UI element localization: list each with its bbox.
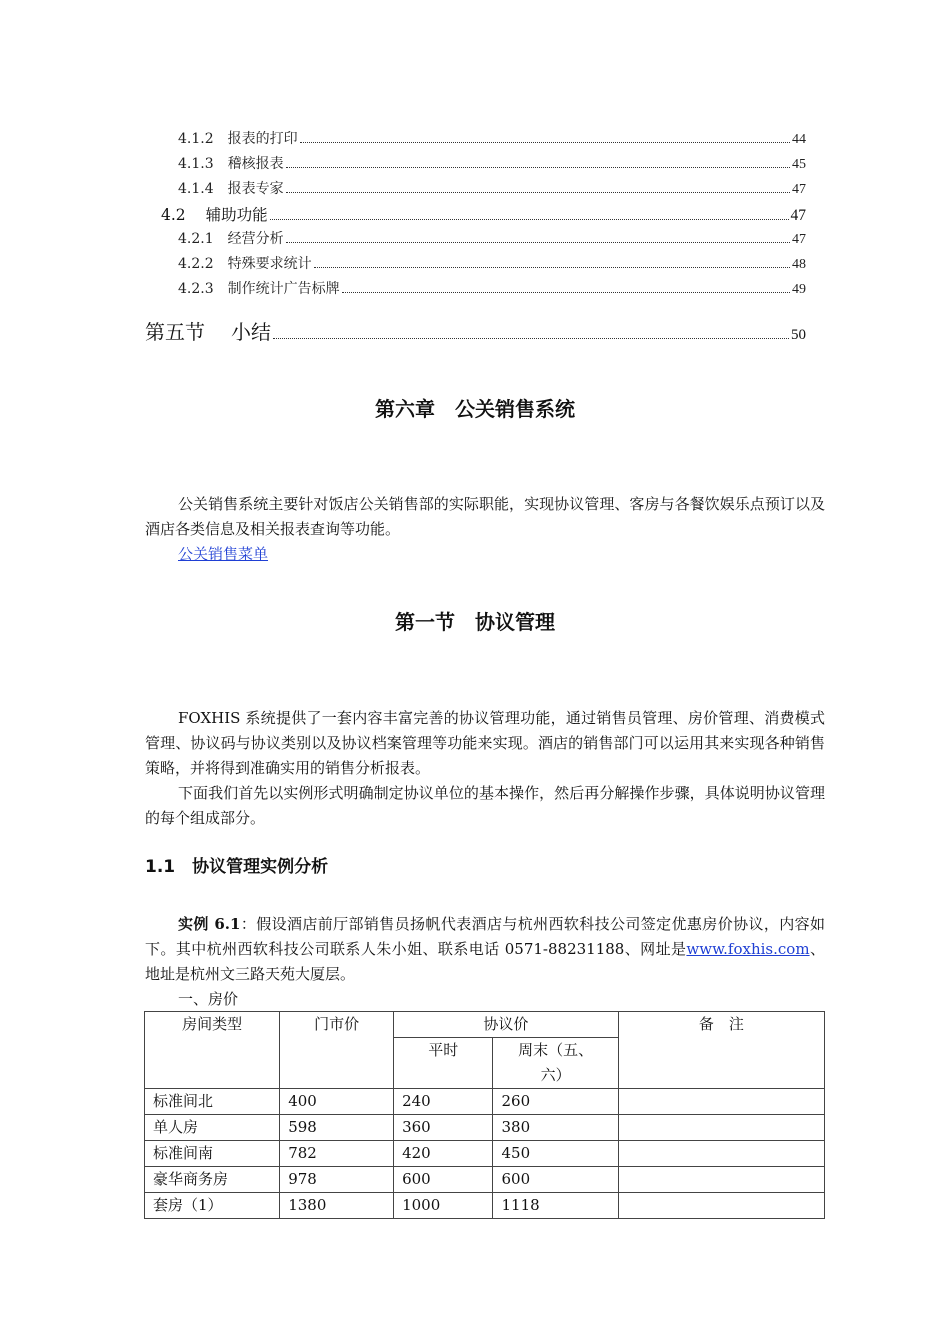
toc-title: 制作统计广告标牌 (227, 281, 340, 297)
toc-leader (270, 218, 789, 220)
section-paragraph-1: FOXHIS 系统提供了一套内容丰富完善的协议管理功能，通过销售员管理、房价管理、消费模式管理、协议码与协议类别以及协议档案管理等功能来实现。酒店的销售部门可以运用其来实现各种销售策略，并将得到准确实用的销售分析报表。 (145, 709, 825, 777)
cell-remarks (618, 1115, 824, 1141)
room-rate-table (144, 1011, 825, 1219)
toc-page: 50 (791, 327, 806, 343)
toc-page: 47 (790, 207, 806, 224)
cell-room-type: 标准间南 (145, 1141, 280, 1167)
toc-page: 47 (792, 232, 806, 247)
cell-remarks (618, 1089, 824, 1115)
toc-number: 4.1.4 (178, 181, 214, 197)
toc-entry[interactable] (0, 203, 806, 225)
toc-title: 稽核报表 (227, 156, 284, 172)
header-weekday: 平时 (394, 1038, 493, 1089)
table-row (145, 1193, 825, 1219)
cell-room-type: 豪华商务房 (145, 1167, 280, 1193)
sales-menu-link[interactable]: 公关销售菜单 (178, 545, 269, 563)
toc-entry[interactable] (0, 253, 806, 273)
toc-page: 47 (792, 182, 806, 197)
section-paragraph-2: 下面我们首先以实例形式明确制定协议单位的基本操作，然后再分解操作步骤，具体说明协议管理的每个组成部分。 (145, 784, 825, 827)
cell-weekend: 380 (493, 1115, 618, 1141)
toc-entry[interactable] (0, 278, 806, 298)
menu-link-line (145, 542, 825, 567)
table-row (145, 1141, 825, 1167)
cell-rack: 598 (280, 1115, 394, 1141)
toc-leader (286, 241, 790, 243)
toc-entry[interactable] (0, 228, 806, 248)
toc-entry[interactable] (0, 316, 806, 345)
cell-remarks (618, 1141, 824, 1167)
toc-leader (300, 141, 790, 143)
header-weekend: 周末（五、六） (493, 1038, 618, 1089)
table-row (145, 1089, 825, 1115)
header-agreed-rate: 协议价 (394, 1012, 619, 1038)
toc-number: 4.1.3 (178, 156, 214, 172)
toc-title: 小结 (231, 320, 271, 344)
cell-weekday: 1000 (394, 1193, 493, 1219)
cell-rack: 400 (280, 1089, 394, 1115)
header-remarks: 备 注 (618, 1012, 824, 1089)
toc-number: 4.2.3 (178, 281, 214, 297)
cell-rack: 1380 (280, 1193, 394, 1219)
cell-weekend: 260 (493, 1089, 618, 1115)
toc-title: 特殊要求统计 (227, 256, 312, 272)
cell-weekend: 1118 (493, 1193, 618, 1219)
toc-entry[interactable] (0, 128, 806, 148)
toc-number: 4.1.2 (178, 131, 214, 147)
cell-weekday: 600 (394, 1167, 493, 1193)
example-paragraph (145, 912, 825, 987)
table-row (145, 1167, 825, 1193)
toc-page: 45 (792, 157, 806, 172)
toc-leader (342, 291, 790, 293)
toc-number: 4.2.2 (178, 256, 214, 272)
toc-entry[interactable] (0, 178, 806, 198)
toc-page: 49 (792, 282, 806, 297)
toc-number: 第五节 (145, 320, 205, 344)
cell-room-type: 标准间北 (145, 1089, 280, 1115)
cell-weekday: 360 (394, 1115, 493, 1141)
header-room-type: 房间类型 (145, 1012, 280, 1089)
example-text: ：假设酒店前厅部销售员扬帆代表酒店与杭州西软科技公司签定优惠房价协议，内容如下。其中杭州西软科技公司联系人朱小姐、联系电话 0571-88231188、网址是 (145, 915, 825, 958)
toc-leader (286, 191, 790, 193)
example-text-end: 、地址是杭州文三路天苑大厦层。 (145, 940, 825, 983)
cell-room-type: 套房（1） (145, 1193, 280, 1219)
cell-rack: 782 (280, 1141, 394, 1167)
table-row (145, 1115, 825, 1141)
cell-weekend: 450 (493, 1141, 618, 1167)
cell-remarks (618, 1167, 824, 1193)
website-link[interactable]: www.foxhis.com (686, 940, 810, 958)
chapter-title: 第六章 公关销售系统 (375, 397, 575, 421)
section-title: 第一节 协议管理 (395, 610, 555, 634)
cell-room-type: 单人房 (145, 1115, 280, 1141)
chapter-intro: 公关销售系统主要针对饭店公关销售部的实际职能，实现协议管理、客房与各餐饮娱乐点预订以及酒店各类信息及相关报表查询等功能。 (145, 495, 825, 538)
toc-leader (273, 337, 789, 339)
toc-title: 报表专家 (227, 181, 284, 197)
toc-title: 辅助功能 (205, 206, 268, 224)
toc-number: 4.2.1 (178, 231, 214, 247)
toc-page: 48 (792, 257, 806, 272)
cell-rack: 978 (280, 1167, 394, 1193)
toc-entry[interactable] (0, 153, 806, 173)
example-label: 实例 6.1 (178, 915, 241, 933)
toc-number: 4.2 (161, 206, 186, 224)
header-rack-rate: 门市价 (280, 1012, 394, 1089)
toc-leader (314, 266, 790, 268)
cell-remarks (618, 1193, 824, 1219)
toc-title: 报表的打印 (227, 131, 298, 147)
cell-weekend: 600 (493, 1167, 618, 1193)
toc-title: 经营分析 (227, 231, 284, 247)
cell-weekday: 420 (394, 1141, 493, 1167)
subsection-title: 1.1 协议管理实例分析 (145, 857, 329, 877)
list-label: 一、房价 (178, 990, 239, 1008)
toc-page: 44 (792, 132, 806, 147)
toc-leader (286, 166, 790, 168)
cell-weekday: 240 (394, 1089, 493, 1115)
